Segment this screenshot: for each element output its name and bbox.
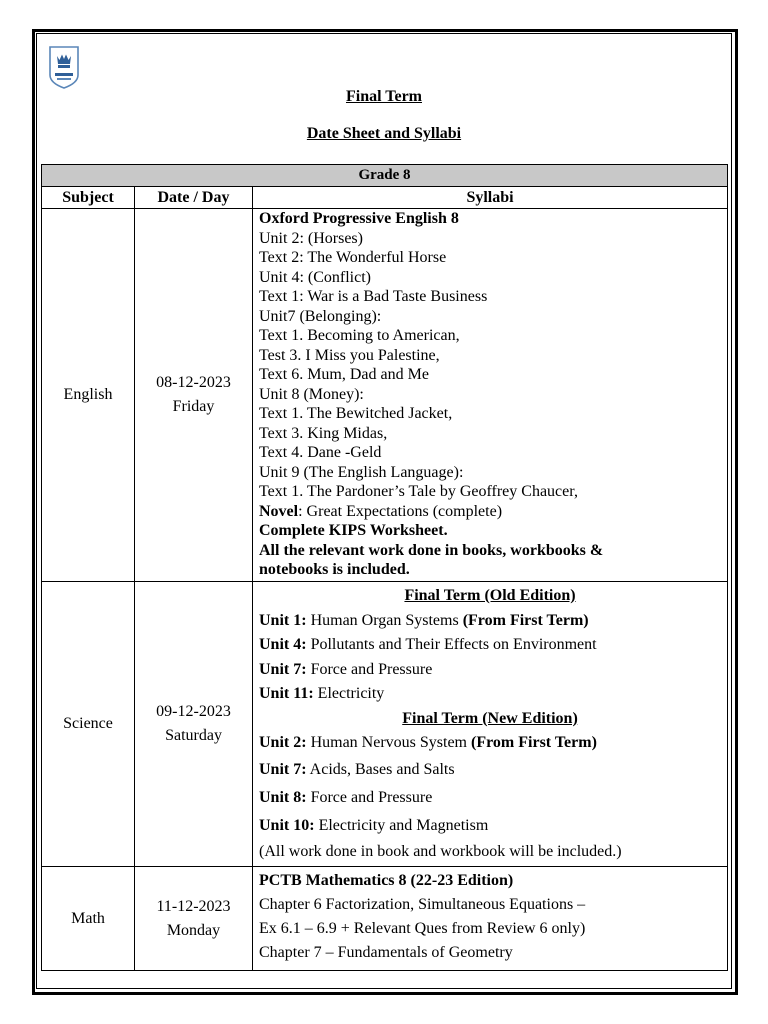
day-value: Saturday bbox=[165, 727, 222, 744]
header-row bbox=[42, 187, 728, 209]
unit-line: Unit 11: Electricity bbox=[259, 685, 385, 702]
kips-school-logo bbox=[48, 45, 80, 89]
old-edition-heading: Final Term (Old Edition) bbox=[404, 587, 576, 604]
unit-line: Unit 1: Human Organ Systems (From First Term) bbox=[259, 611, 589, 629]
unit-line: Unit 8: Force and Pressure bbox=[259, 788, 433, 806]
syllabus-line: Chapter 7 – Fundamentals of Geometry bbox=[259, 944, 513, 961]
subject-cell: English bbox=[42, 209, 135, 582]
syllabus-line: Text 1: War is a Bad Taste Business bbox=[259, 288, 488, 305]
table-row-math bbox=[42, 867, 728, 971]
table-row-english bbox=[42, 209, 728, 582]
syllabus-line: Unit 9 (The English Language): bbox=[259, 463, 464, 481]
syllabus-line: Test 3. I Miss you Palestine, bbox=[259, 346, 440, 364]
syllabus-line: Unit7 (Belonging): bbox=[259, 307, 382, 325]
column-header-syllabi: Syllabi bbox=[253, 187, 728, 209]
date-value: 09-12-2023 bbox=[156, 703, 231, 720]
unit-line: Unit 10: Electricity and Magnetism bbox=[259, 816, 489, 834]
subject-cell: Math bbox=[42, 867, 135, 971]
column-header-date: Date / Day bbox=[135, 187, 253, 209]
syllabus-line: Text 2: The Wonderful Horse bbox=[259, 249, 447, 266]
unit-line: Unit 2: Human Nervous System (From First Term) bbox=[259, 734, 597, 751]
day-value: Monday bbox=[166, 921, 221, 939]
syllabus-line: Unit 2: (Horses) bbox=[259, 229, 363, 247]
syllabus-line: Text 1. The Pardoner’s Tale by Geoffrey Chaucer, bbox=[259, 483, 578, 500]
unit-line: Unit 4: Pollutants and Their Effects on Environment bbox=[259, 636, 597, 653]
new-edition-heading: Final Term (New Edition) bbox=[402, 709, 578, 727]
syllabus-line: Unit 8 (Money): bbox=[259, 385, 364, 403]
grade-heading: Grade 8 bbox=[42, 165, 728, 187]
table-row-science bbox=[42, 582, 728, 867]
syllabus-line: Text 1. The Bewitched Jacket, bbox=[259, 405, 453, 422]
syllabus-line: Text 1. Becoming to American, bbox=[259, 327, 460, 344]
day-value: Friday bbox=[172, 398, 215, 415]
note-line: notebooks is included. bbox=[259, 561, 410, 578]
syllabus-line: Text 3. King Midas, bbox=[259, 424, 388, 442]
book-title: Oxford Progressive English 8 bbox=[259, 210, 459, 227]
syllabus-line: Unit 4: (Conflict) bbox=[259, 268, 371, 286]
date-value: 11-12-2023 bbox=[156, 897, 231, 915]
syllabus-cell bbox=[253, 209, 728, 582]
syllabus-line: Text 6. Mum, Dad and Me bbox=[259, 366, 429, 383]
subject-cell: Science bbox=[42, 582, 135, 867]
science-note: (All work done in book and workbook will be included.) bbox=[259, 842, 622, 860]
date-cell bbox=[135, 867, 253, 971]
date-value: 08-12-2023 bbox=[156, 374, 231, 391]
novel-line: Novel: Great Expectations (complete) bbox=[259, 502, 503, 520]
grade-row bbox=[42, 165, 728, 187]
book-title: PCTB Mathematics 8 (22-23 Edition) bbox=[259, 872, 514, 889]
date-cell bbox=[135, 582, 253, 867]
unit-line: Unit 7: Force and Pressure bbox=[259, 660, 433, 678]
syllabus-cell bbox=[253, 582, 728, 867]
note-line: All the relevant work done in books, workbooks & bbox=[259, 541, 604, 559]
date-cell bbox=[135, 209, 253, 582]
syllabus-line: Text 4. Dane -Geld bbox=[259, 444, 382, 461]
date-sheet-table bbox=[41, 164, 728, 971]
page-title: Final Term bbox=[345, 88, 422, 105]
worksheet-line: Complete KIPS Worksheet. bbox=[259, 522, 448, 539]
page-subtitle: Date Sheet and Syllabi bbox=[306, 125, 462, 142]
syllabus-cell bbox=[253, 867, 728, 971]
unit-line: Unit 7: Acids, Bases and Salts bbox=[259, 760, 455, 778]
syllabus-line: Ex 6.1 – 6.9 + Relevant Ques from Review 6 only) bbox=[259, 920, 586, 937]
syllabus-line: Chapter 6 Factorization, Simultaneous Equations – bbox=[259, 896, 586, 913]
column-header-subject: Subject bbox=[42, 187, 135, 209]
